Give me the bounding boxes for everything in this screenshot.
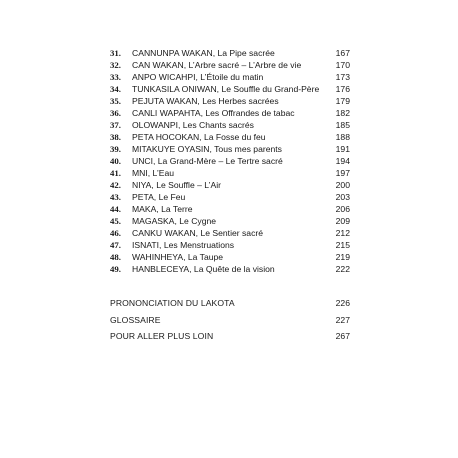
chapter-number: 40. [110, 156, 121, 166]
chapter-entry[interactable] [110, 83, 350, 95]
chapter-title: ANPO WICAHPI, L’Étoile du matin [132, 72, 264, 82]
page-number: 209 [335, 216, 350, 226]
chapter-entry[interactable] [110, 59, 350, 71]
chapter-entry[interactable] [110, 239, 350, 251]
appendix-entry[interactable] [110, 295, 350, 312]
chapter-number: 38. [110, 132, 121, 142]
chapter-title: PETA, Le Feu [132, 192, 186, 202]
appendix-title: PRONONCIATION DU LAKOTA [110, 298, 235, 308]
chapter-list [110, 47, 350, 275]
page-number: 227 [335, 314, 350, 325]
chapter-title: CANNUNPA WAKAN, La Pipe sacrée [132, 48, 275, 58]
page-number: 173 [335, 72, 350, 82]
chapter-number: 33. [110, 72, 121, 82]
page-number: 167 [335, 48, 350, 58]
chapter-number: 31. [110, 48, 121, 58]
page-number: 215 [335, 240, 350, 250]
chapter-number: 44. [110, 204, 121, 214]
appendix-entry[interactable] [110, 328, 350, 345]
chapter-title: TUNKASILA ONIWAN, Le Souffle du Grand-Père [132, 84, 320, 94]
chapter-number: 47. [110, 240, 121, 250]
page-number: 194 [335, 156, 350, 166]
chapter-number: 34. [110, 84, 121, 94]
chapter-entry[interactable] [110, 227, 350, 239]
chapter-title: OLOWANPI, Les Chants sacrés [132, 120, 254, 130]
page-number: 206 [335, 204, 350, 214]
page-number: 226 [335, 298, 350, 308]
chapter-number: 41. [110, 168, 121, 178]
chapter-title: HANBLECEYA, La Quête de la vision [132, 264, 275, 274]
chapter-number: 39. [110, 144, 121, 154]
chapter-title: CANKU WAKAN, Le Sentier sacré [132, 228, 264, 238]
page-number: 197 [335, 168, 350, 178]
chapter-title: MITAKUYE OYASIN, Tous mes parents [132, 144, 282, 154]
page-number: 182 [335, 108, 350, 118]
chapter-entry[interactable] [110, 107, 350, 119]
chapter-number: 37. [110, 120, 121, 130]
chapter-entry[interactable] [110, 143, 350, 155]
chapter-number: 32. [110, 60, 121, 70]
chapter-entry[interactable] [110, 131, 350, 143]
chapter-title: PEJUTA WAKAN, Les Herbes sacrées [132, 96, 279, 106]
chapter-entry[interactable] [110, 95, 350, 107]
page-number: 170 [335, 60, 350, 70]
page-number: 176 [335, 84, 350, 94]
chapter-entry[interactable] [110, 119, 350, 131]
appendix-title: POUR ALLER PLUS LOIN [110, 331, 214, 341]
appendix-title: GLOSSAIRE [110, 314, 161, 325]
page-number: 267 [335, 331, 350, 341]
appendix-entry[interactable] [110, 312, 350, 329]
chapter-number: 43. [110, 192, 121, 202]
chapter-entry[interactable] [110, 191, 350, 203]
chapter-title: WAHINHEYA, La Taupe [132, 252, 224, 262]
page-number: 191 [335, 144, 350, 154]
page-number: 203 [335, 192, 350, 202]
chapter-title: CAN WAKAN, L’Arbre sacré – L’Arbre de vie [132, 60, 302, 70]
chapter-number: 36. [110, 108, 121, 118]
page-number: 200 [335, 180, 350, 190]
chapter-number: 49. [110, 264, 121, 274]
chapter-entry[interactable] [110, 203, 350, 215]
page-number: 188 [335, 132, 350, 142]
page-number: 219 [335, 252, 350, 262]
chapter-title: UNCI, La Grand-Mère – Le Tertre sacré [132, 156, 283, 166]
chapter-number: 35. [110, 96, 121, 106]
page-number: 179 [335, 96, 350, 106]
chapter-entry[interactable] [110, 263, 350, 275]
chapter-entry[interactable] [110, 155, 350, 167]
chapter-entry[interactable] [110, 47, 350, 59]
chapter-entry[interactable] [110, 251, 350, 263]
chapter-title: MAKA, La Terre [132, 204, 193, 214]
page-number: 222 [335, 264, 350, 274]
chapter-entry[interactable] [110, 179, 350, 191]
chapter-title: NIYA, Le Souffle – L’Air [132, 180, 222, 190]
chapter-entry[interactable] [110, 167, 350, 179]
chapter-entry[interactable] [110, 215, 350, 227]
chapter-title: MAGASKA, Le Cygne [132, 216, 217, 226]
chapter-number: 45. [110, 216, 121, 226]
chapter-number: 48. [110, 252, 121, 262]
chapter-title: ISNATI, Les Menstruations [132, 240, 235, 250]
chapter-title: PETA HOCOKAN, La Fosse du feu [132, 132, 266, 142]
page-number: 185 [335, 120, 350, 130]
page-number: 212 [335, 228, 350, 238]
appendix-list [110, 295, 350, 345]
chapter-title: CANLI WAPAHTA, Les Offrandes de tabac [132, 108, 295, 118]
chapter-number: 42. [110, 180, 121, 190]
chapter-title: MNI, L’Eau [132, 168, 175, 178]
chapter-number: 46. [110, 228, 121, 238]
chapter-entry[interactable] [110, 71, 350, 83]
